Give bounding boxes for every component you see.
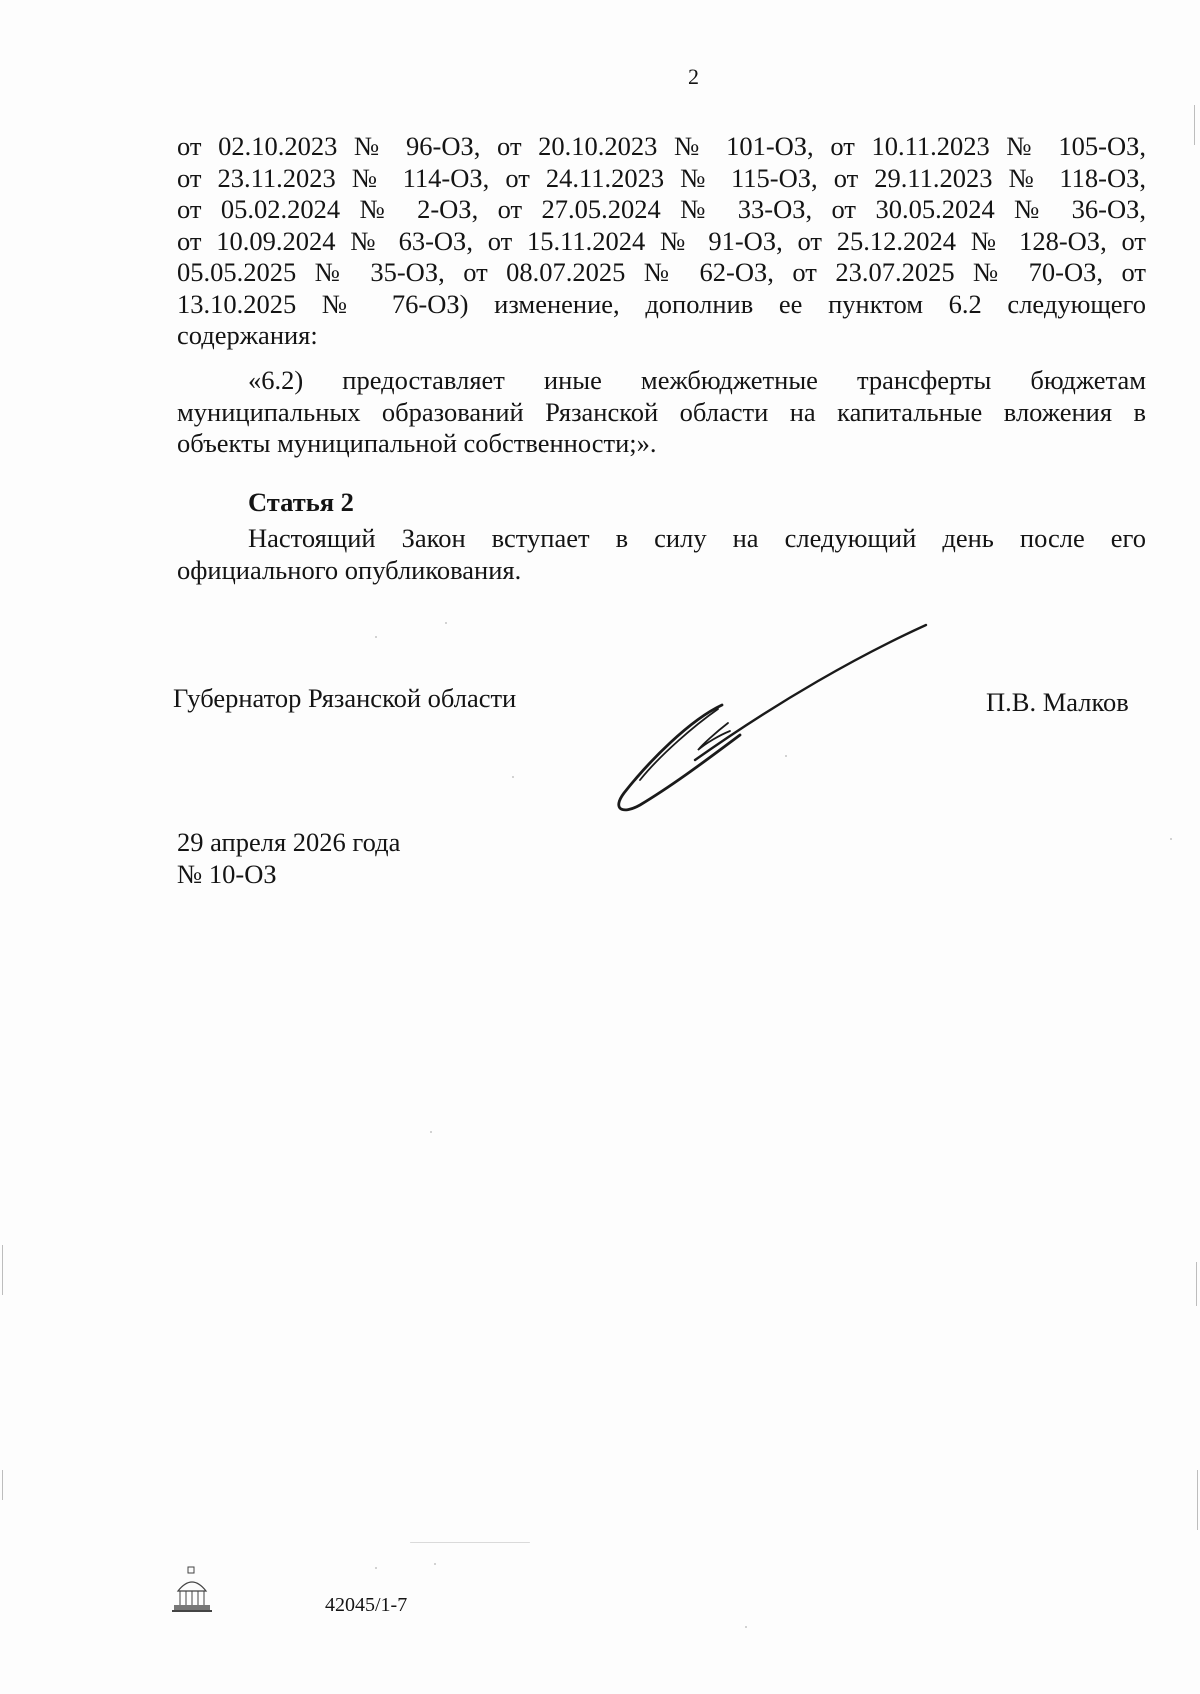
text-line: официального опубликования. [177,554,522,585]
handwritten-signature [610,615,940,815]
governor-name: П.В. Малков [986,687,1129,717]
text-line: Настоящий Закон вступает в силу на следующий день после его [248,523,1146,553]
amendment-paragraph [177,131,1146,352]
document-code: 42045/1-7 [325,1594,408,1616]
text-line: муниципальных образований Рязанской области на капитальные вложения в [177,396,1146,427]
article-2-paragraph [177,523,1146,586]
text-line: от 10.09.2024 № 63-ОЗ, от 15.11.2024 № 91-ОЗ, от 25.12.2024 № 128-ОЗ, от [177,225,1146,256]
text-line: 13.10.2025 № 76-ОЗ) изменение, дополнив ее пунктом 6.2 следующего [177,288,1146,319]
scan-speck [512,776,514,778]
item-6-2-paragraph [177,365,1146,460]
scan-speck [745,1626,747,1628]
scan-speck [785,755,787,757]
text-line: содержания: [177,320,318,350]
text-line: от 02.10.2023 № 96-ОЗ, от 20.10.2023 № 101-ОЗ, от 10.11.2023 № 105-ОЗ, [177,131,1146,161]
text-line: «6.2) предоставляет иные межбюджетные трансферты бюджетам [248,365,1146,395]
scan-speck [434,1563,436,1565]
scan-speck [375,636,377,638]
article-2-title: Статья 2 [248,487,354,517]
text-line: 05.05.2025 № 35-ОЗ, от 08.07.2025 № 62-ОЗ, от 23.07.2025 № 70-ОЗ, от [177,257,1146,287]
scan-edge-mark [2,1470,3,1500]
scan-speck [375,1567,377,1569]
scan-edge-mark [1196,1262,1197,1306]
law-number: № 10-ОЗ [177,859,277,889]
scan-edge-mark [1197,1470,1198,1530]
law-date: 29 апреля 2026 года [177,827,401,857]
scan-speck [430,1131,432,1133]
scan-edge-mark [1194,105,1195,145]
scan-speck [1170,838,1172,840]
governor-title: Губернатор Рязанской области [173,683,517,713]
page-number: 2 [688,64,699,89]
printing-emblem-icon [170,1565,214,1613]
scan-edge-mark [2,1245,3,1295]
scan-speck [445,622,447,624]
scan-speck [410,1542,530,1543]
text-line: объекты муниципальной собственности;». [177,428,657,458]
text-line: от 05.02.2024 № 2-ОЗ, от 27.05.2024 № 33-ОЗ, от 30.05.2024 № 36-ОЗ, [177,194,1146,224]
text-line: от 23.11.2023 № 114-ОЗ, от 24.11.2023 № 115-ОЗ, от 29.11.2023 № 118-ОЗ, [177,162,1146,193]
